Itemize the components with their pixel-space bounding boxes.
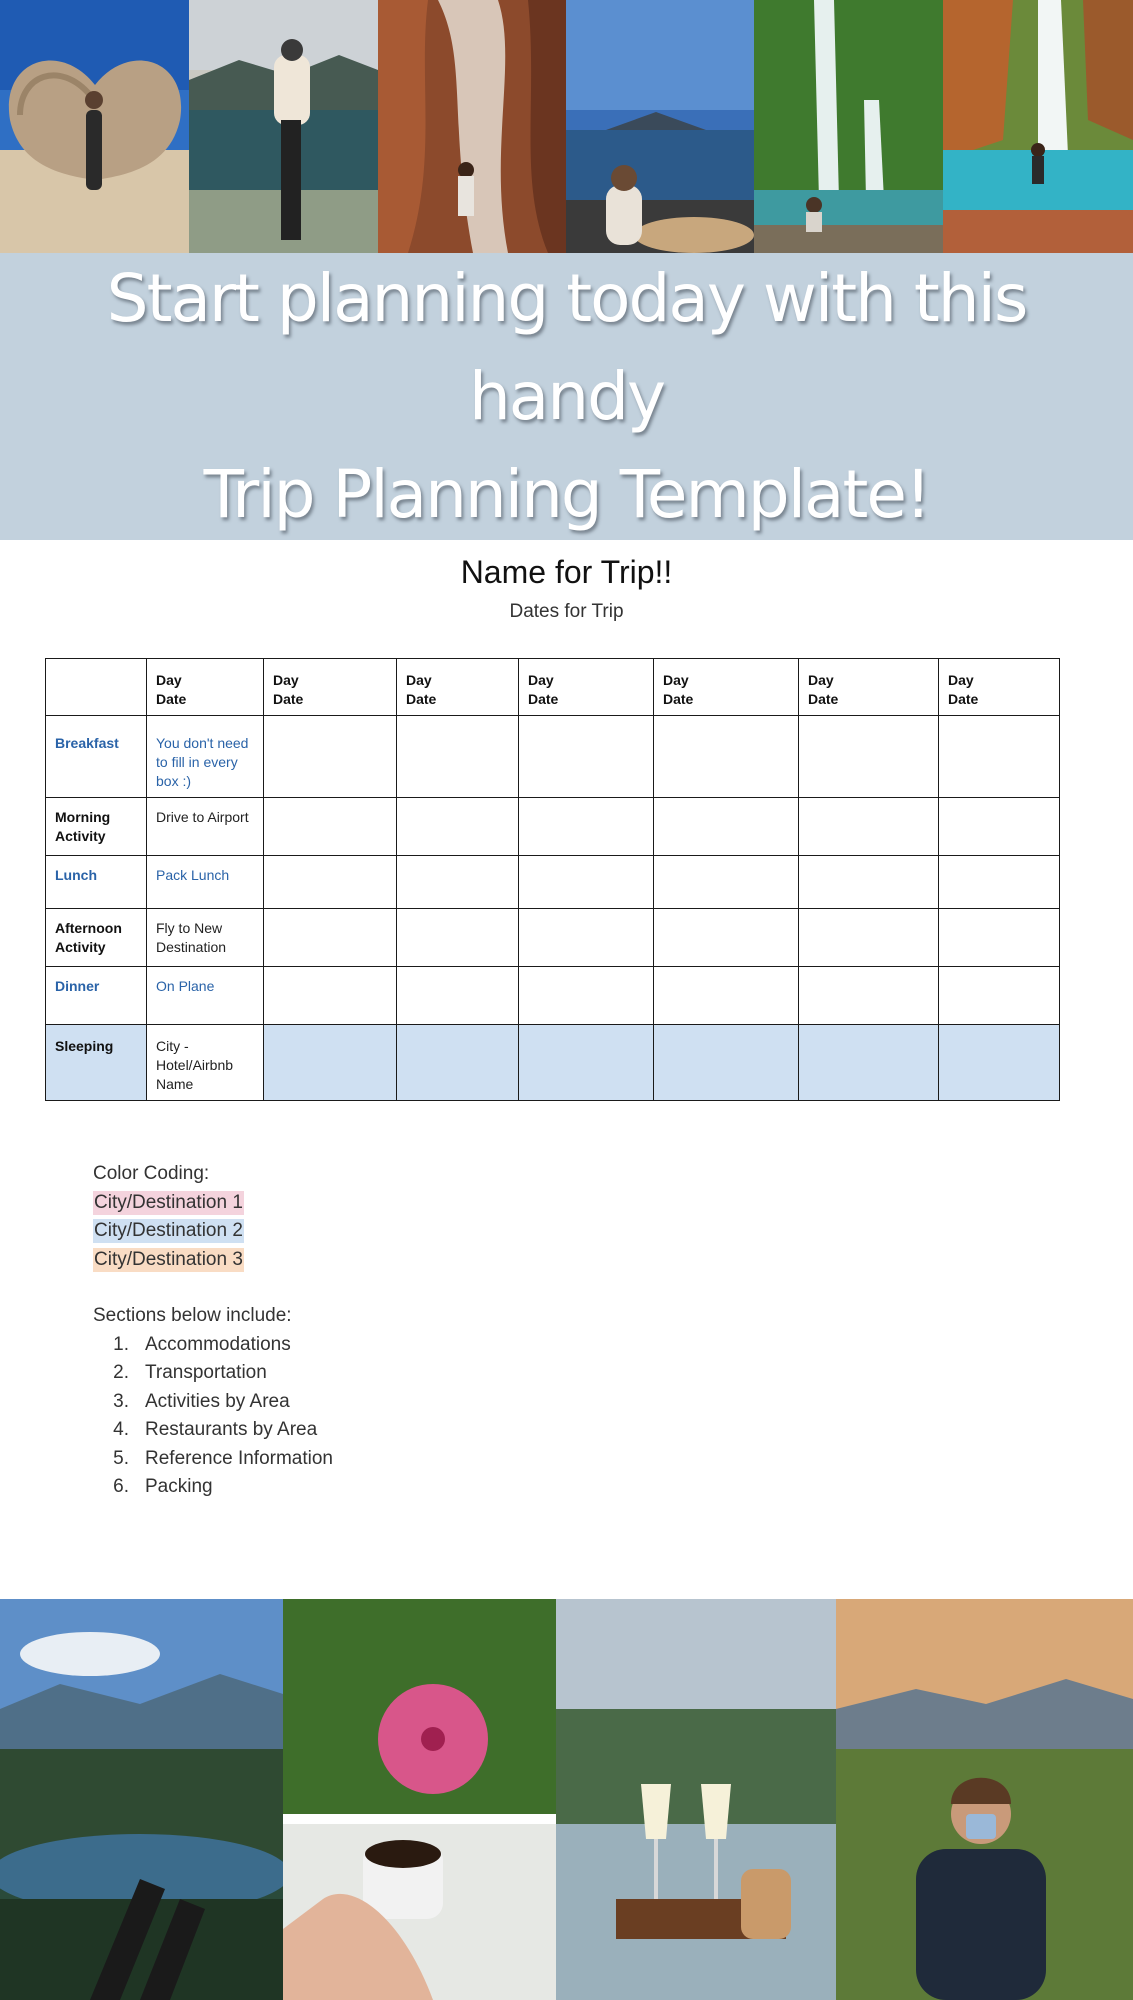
photo-wine-glasses (556, 1599, 836, 2000)
color-coding-label: Color Coding: (93, 1163, 210, 1184)
color-chip-destination-1: City/Destination 1 (94, 1191, 243, 1213)
corner-cell (46, 659, 147, 716)
empty-cell (799, 716, 939, 798)
empty-cell (799, 967, 939, 1025)
hero-banner (0, 253, 1133, 540)
column-header: Day Date (799, 659, 939, 716)
sections-list (93, 1331, 333, 1502)
list-item: 3. Activities by Area (113, 1390, 290, 1412)
empty-cell (519, 967, 654, 1025)
empty-cell (519, 716, 654, 798)
photo-sunset-coffee (836, 1599, 1133, 2000)
empty-cell (939, 1025, 1060, 1101)
empty-cell (799, 798, 939, 856)
column-header: Day Date (147, 659, 264, 716)
empty-cell (397, 716, 519, 798)
empty-cell (939, 967, 1060, 1025)
row-dinner (46, 967, 1060, 1025)
column-header: Day Date (654, 659, 799, 716)
empty-cell (519, 909, 654, 967)
banner-title-line-2: Trip Planning Template! (203, 455, 930, 533)
color-chip-destination-3: City/Destination 3 (94, 1248, 243, 1270)
trip-name: Name for Trip!! (460, 554, 673, 590)
empty-cell (799, 909, 939, 967)
row-label: Sleeping (46, 1025, 147, 1101)
table-cell: You don't need to fill in every box :) (147, 716, 264, 798)
itinerary-table (45, 658, 1060, 1101)
column-header: Day Date (519, 659, 654, 716)
empty-cell (519, 856, 654, 909)
bottom-photo-strip (0, 1599, 1133, 2000)
empty-cell (654, 798, 799, 856)
empty-cell (799, 856, 939, 909)
column-header: Day Date (939, 659, 1060, 716)
list-item: 4. Restaurants by Area (113, 1419, 318, 1440)
photo-hibiscus-coffee (283, 1599, 556, 2000)
table-cell: Drive to Airport (147, 798, 264, 856)
empty-cell (519, 798, 654, 856)
empty-cell (654, 1025, 799, 1101)
empty-cell (264, 967, 397, 1025)
empty-cell (397, 909, 519, 967)
banner-title-line-1: Start planning today with this handy (106, 259, 1027, 435)
row-label: Morning Activity (46, 798, 147, 856)
empty-cell (799, 1025, 939, 1101)
sections-label: Sections below include: (93, 1305, 292, 1326)
empty-cell (939, 716, 1060, 798)
row-label: Afternoon Activity (46, 909, 147, 967)
photo-lake-volcano (566, 0, 754, 253)
header-row (46, 659, 1060, 716)
notes-section (93, 1160, 333, 1502)
empty-cell (654, 909, 799, 967)
empty-cell (264, 798, 397, 856)
empty-cell (654, 967, 799, 1025)
list-item: 5. Reference Information (113, 1447, 333, 1469)
row-sleeping (46, 1025, 1060, 1101)
row-afternoon-activity (46, 909, 1060, 967)
row-label: Lunch (46, 856, 147, 909)
empty-cell (264, 1025, 397, 1101)
empty-cell (264, 909, 397, 967)
column-header: Day Date (397, 659, 519, 716)
top-photo-strip (0, 0, 1133, 253)
photo-turquoise-waterfall (943, 0, 1133, 253)
empty-cell (654, 856, 799, 909)
banner-title (0, 250, 1133, 544)
list-item: 1. Accommodations (113, 1333, 291, 1355)
empty-cell (397, 967, 519, 1025)
table-cell: Fly to New Destination (147, 909, 264, 967)
table-cell: City - Hotel/Airbnb Name (147, 1025, 264, 1101)
empty-cell (397, 798, 519, 856)
empty-cell (939, 856, 1060, 909)
row-label: Dinner (46, 967, 147, 1025)
empty-cell (654, 716, 799, 798)
photo-jungle-waterfall (754, 0, 943, 253)
list-item: 6. Packing (113, 1476, 213, 1497)
list-item: 2. Transportation (113, 1362, 267, 1383)
row-morning-activity (46, 798, 1060, 856)
photo-heart-rock (0, 0, 189, 253)
row-lunch (46, 856, 1060, 909)
empty-cell (264, 856, 397, 909)
table-cell: Pack Lunch (147, 856, 264, 909)
column-header: Day Date (264, 659, 397, 716)
photo-slot-canyon (378, 0, 566, 253)
empty-cell (519, 1025, 654, 1101)
empty-cell (939, 798, 1060, 856)
empty-cell (939, 909, 1060, 967)
row-label: Breakfast (46, 716, 147, 798)
empty-cell (397, 1025, 519, 1101)
table-cell: On Plane (147, 967, 264, 1025)
empty-cell (264, 716, 397, 798)
photo-lake-overlook (0, 1599, 283, 2000)
color-chip-destination-2: City/Destination 2 (94, 1220, 243, 1241)
trip-dates: Dates for Trip (509, 601, 624, 622)
empty-cell (397, 856, 519, 909)
row-breakfast (46, 716, 1060, 798)
photo-mountain-lake (189, 0, 378, 253)
